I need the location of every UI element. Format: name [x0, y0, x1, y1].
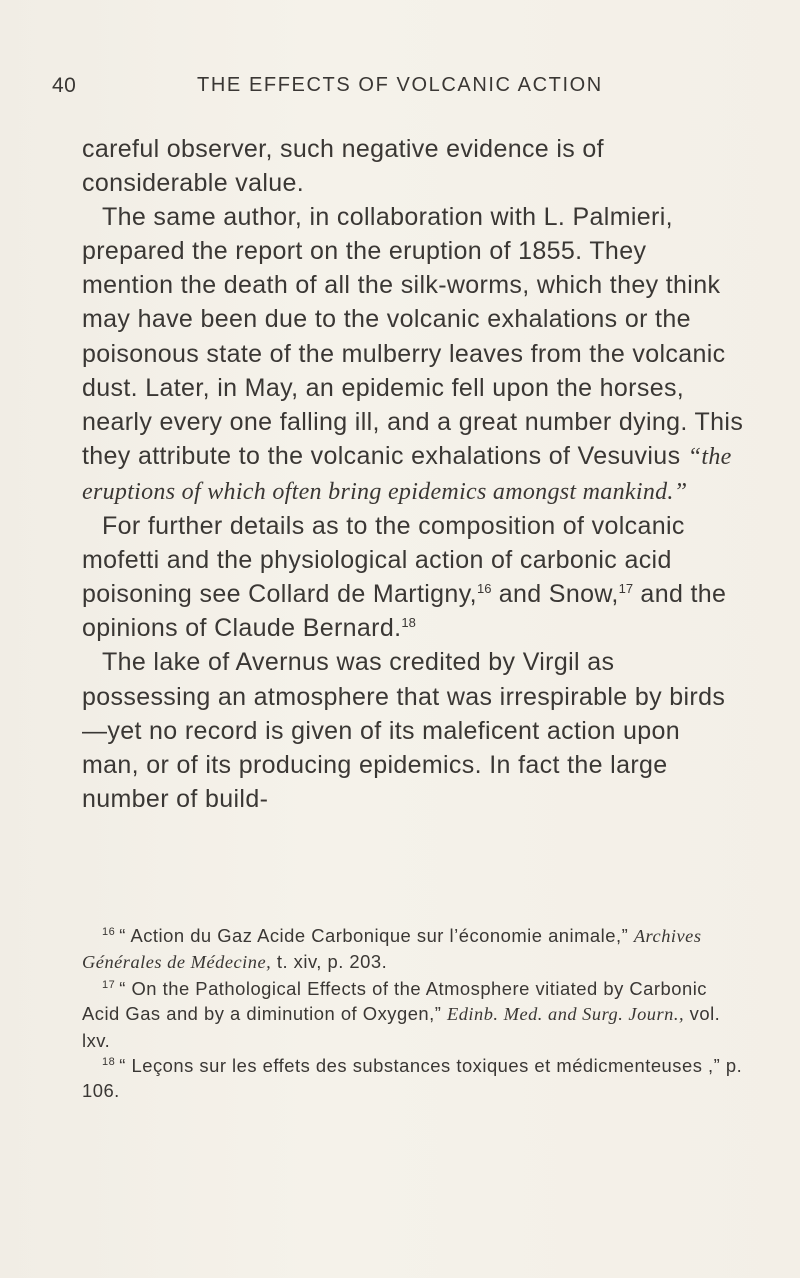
- paragraph-text-part: and the opinions of Claude Bernard.: [82, 580, 727, 643]
- footnote-ref-18[interactable]: 18: [401, 615, 416, 631]
- paragraph-text-part: For further details as to the composition of volcanic mofetti and the physiological action of carbonic acid poisoning see Collard de Martigny,: [82, 512, 685, 609]
- paragraph-eruption-1855: [82, 200, 744, 509]
- paragraph-avernus: The lake of Avernus was credited by Virgil as possessing an atmosphere that was irrespirable by birds—yet no record is given of its maleficent action upon man, or of its producing epidemics. In fact the large number of build-: [82, 648, 726, 813]
- footnote-number: 17: [102, 978, 116, 991]
- footnote-text: vol. lxv.: [82, 1003, 721, 1051]
- footnote-text: t. xiv, p. 203.: [271, 951, 388, 973]
- paragraph-further-details: [82, 509, 744, 645]
- body-text: [82, 132, 744, 816]
- italic-quotation: “the eruptions of which often bring epidemics amongst mankind.”: [82, 443, 732, 505]
- paragraph-text: The same author, in collaboration with L. Palmieri, prepared the report on the eruption of 1855. They mention the death of all the silk-worms, which they think may have been due to the volcanic exhalations or the poisonous state of the mulberry leaves from the volcanic dust. Later, in May, an epidemic fell upon the horses, nearly every one falling ill, and a great number dying. This they attribute to the volcanic exhalations of Vesuvius: [82, 203, 744, 470]
- footnote-ref-16[interactable]: 16: [476, 581, 492, 597]
- footnote-16: [82, 923, 744, 976]
- paragraph-continuation: careful observer, such negative evidence is of considerable value.: [82, 135, 604, 198]
- footnote-number: 16: [102, 926, 116, 938]
- footnote-text: “ On the Pathological Effects of the Atmosphere vitiated by Carbonic Acid Gas and by a diminution of Oxygen,”: [82, 977, 707, 1025]
- running-title: THE EFFECTS OF VOLCANIC ACTION: [197, 74, 603, 96]
- footnote-17: [82, 976, 744, 1053]
- page-header: [52, 74, 730, 104]
- footnote-text: “ Action du Gaz Acide Carbonique sur l’économie animale,”: [119, 925, 634, 946]
- footnote-ref-17[interactable]: 17: [618, 581, 634, 597]
- paragraph-text-part: and Snow,: [491, 580, 619, 609]
- footnote-text: “ Leçons sur les effets des substances toxiques et médicmenteuses ,” p. 106.: [82, 1055, 743, 1102]
- footnotes: [82, 923, 744, 1104]
- footnote-source-title: Edinb. Med. and Surg. Journ.,: [447, 1004, 685, 1025]
- footnote-18: [82, 1053, 744, 1104]
- footnote-number: 18: [102, 1056, 116, 1069]
- page-number: 40: [52, 74, 77, 97]
- footnote-source-title: Archives Générales de Médecine,: [82, 926, 702, 973]
